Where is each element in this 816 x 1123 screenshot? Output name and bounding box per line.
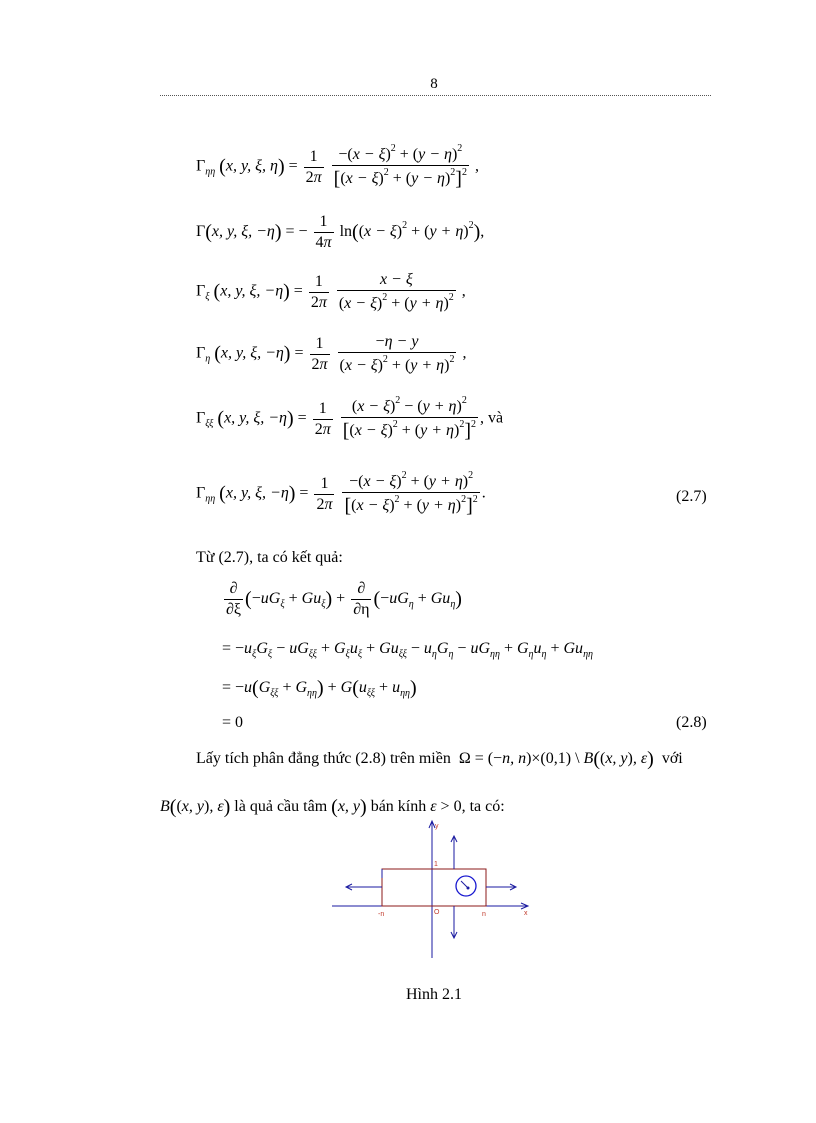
equation-zero: = 0 [222, 714, 244, 731]
ball-text-3: , ta có: [461, 798, 505, 815]
label-n: n [482, 911, 486, 918]
equation-gamma: Γ(x, y, ξ, −η) = − $\frac{1}{4\pi}$ $\ln((x - \xi)^2 + (y + \eta)^2)$, [196, 213, 485, 251]
equation-gamma-eta-eta: $\Gamma_{\eta\eta}$ (x, y, ξ, η) = $\frac{1}{2\pi}$ $\frac{-(x - \xi)^2 + (y - \eta)^2}{[(x - \xi)^2 + (y - \eta)^2]^2}$ , [196, 143, 479, 190]
label-x: x [524, 910, 528, 917]
equation-gamma-eta-eta-reflected: $\Gamma_{\eta\eta}$ (x, y, ξ, −η) = $\frac{1}{2\pi}$ $\frac{-(x - \xi)^2 + (y + \eta)^2}{[(x - \xi)^2 + (y + \eta)^2]^2}$ . [196, 470, 486, 517]
normal-arrows [346, 836, 516, 938]
integrate-text-1: Lấy tích phân đẳng thức (2.8) trên miền [196, 750, 451, 767]
domain-rectangle [382, 869, 486, 906]
equation-grouped: = $-u(G_{\xi\xi} + G_{\eta\eta}) + G(u_{\xi\xi} + u_{\eta\eta})$ [222, 677, 417, 699]
integrate-text-2: với [661, 750, 683, 767]
page-number: 8 [430, 76, 438, 92]
equation-expansion: = $-u_\xi G_\xi - uG_{\xi\xi} + G_\xi u_\xi + Gu_{\xi\xi} - u_\eta G_\eta - uG_{\eta\eta} + G_\eta u_\eta + Gu_{\eta\eta}$ [222, 640, 593, 660]
equation-gamma-xi-xi: $\Gamma_{\xi\xi}$ (x, y, ξ, −η) = $\frac{1}{2\pi}$ $\frac{(x - \xi)^2 - (y + \eta)^2}{[(x - \xi)^2 + (y + \eta)^2]^2}$ , và [196, 395, 504, 442]
label-one: 1 [434, 861, 438, 868]
figure-axes [332, 821, 528, 958]
equation-divergence: $\frac{\partial}{\partial\xi}$ $(-uG_\xi + Gu_\xi)$ + $\frac{\partial}{\partial\eta}$ $(-uG_\eta + Gu_\eta)$ [226, 580, 462, 618]
ball-center-point [467, 887, 470, 890]
paragraph-integrate: Lấy tích phân đẳng thức (2.8) trên miền Ω = (−n, n)×(0,1) \ B((x, y), ε) với [196, 748, 683, 770]
paragraph-intro: Từ (2.7), ta có kết quả: [196, 549, 343, 566]
label-y: y [435, 823, 439, 830]
equation-number-2-7: (2.7) [676, 488, 707, 505]
equation-number-2-8: (2.8) [676, 714, 707, 731]
figure-domain-diagram [328, 818, 534, 960]
paragraph-ball: B((x, y), ε) là quả cầu tâm (x, y) bán kính ε > 0, ta có: [160, 796, 505, 818]
figure-caption: Hình 2.1 [406, 986, 462, 1003]
label-minus-n: -n [378, 911, 385, 918]
equation-gamma-xi: $\Gamma_\xi$ (x, y, ξ, −η) = $\frac{1}{2\pi}$ $\frac{x - \xi}{(x - \xi)^2 + (y + \eta)^2}$ , [196, 271, 466, 312]
ball-text-1: là quả cầu tâm [234, 798, 328, 815]
equation-gamma-eta: $\Gamma_\eta$ (x, y, ξ, −η) = $\frac{1}{2\pi}$ $\frac{-\eta - y}{(x - \xi)^2 + (y + \eta)^2}$ , [196, 333, 467, 374]
label-origin: O [434, 909, 440, 916]
ball-text-2: bán kính [370, 798, 427, 815]
text-va: và [487, 409, 504, 427]
header-dotted-rule [160, 95, 711, 96]
